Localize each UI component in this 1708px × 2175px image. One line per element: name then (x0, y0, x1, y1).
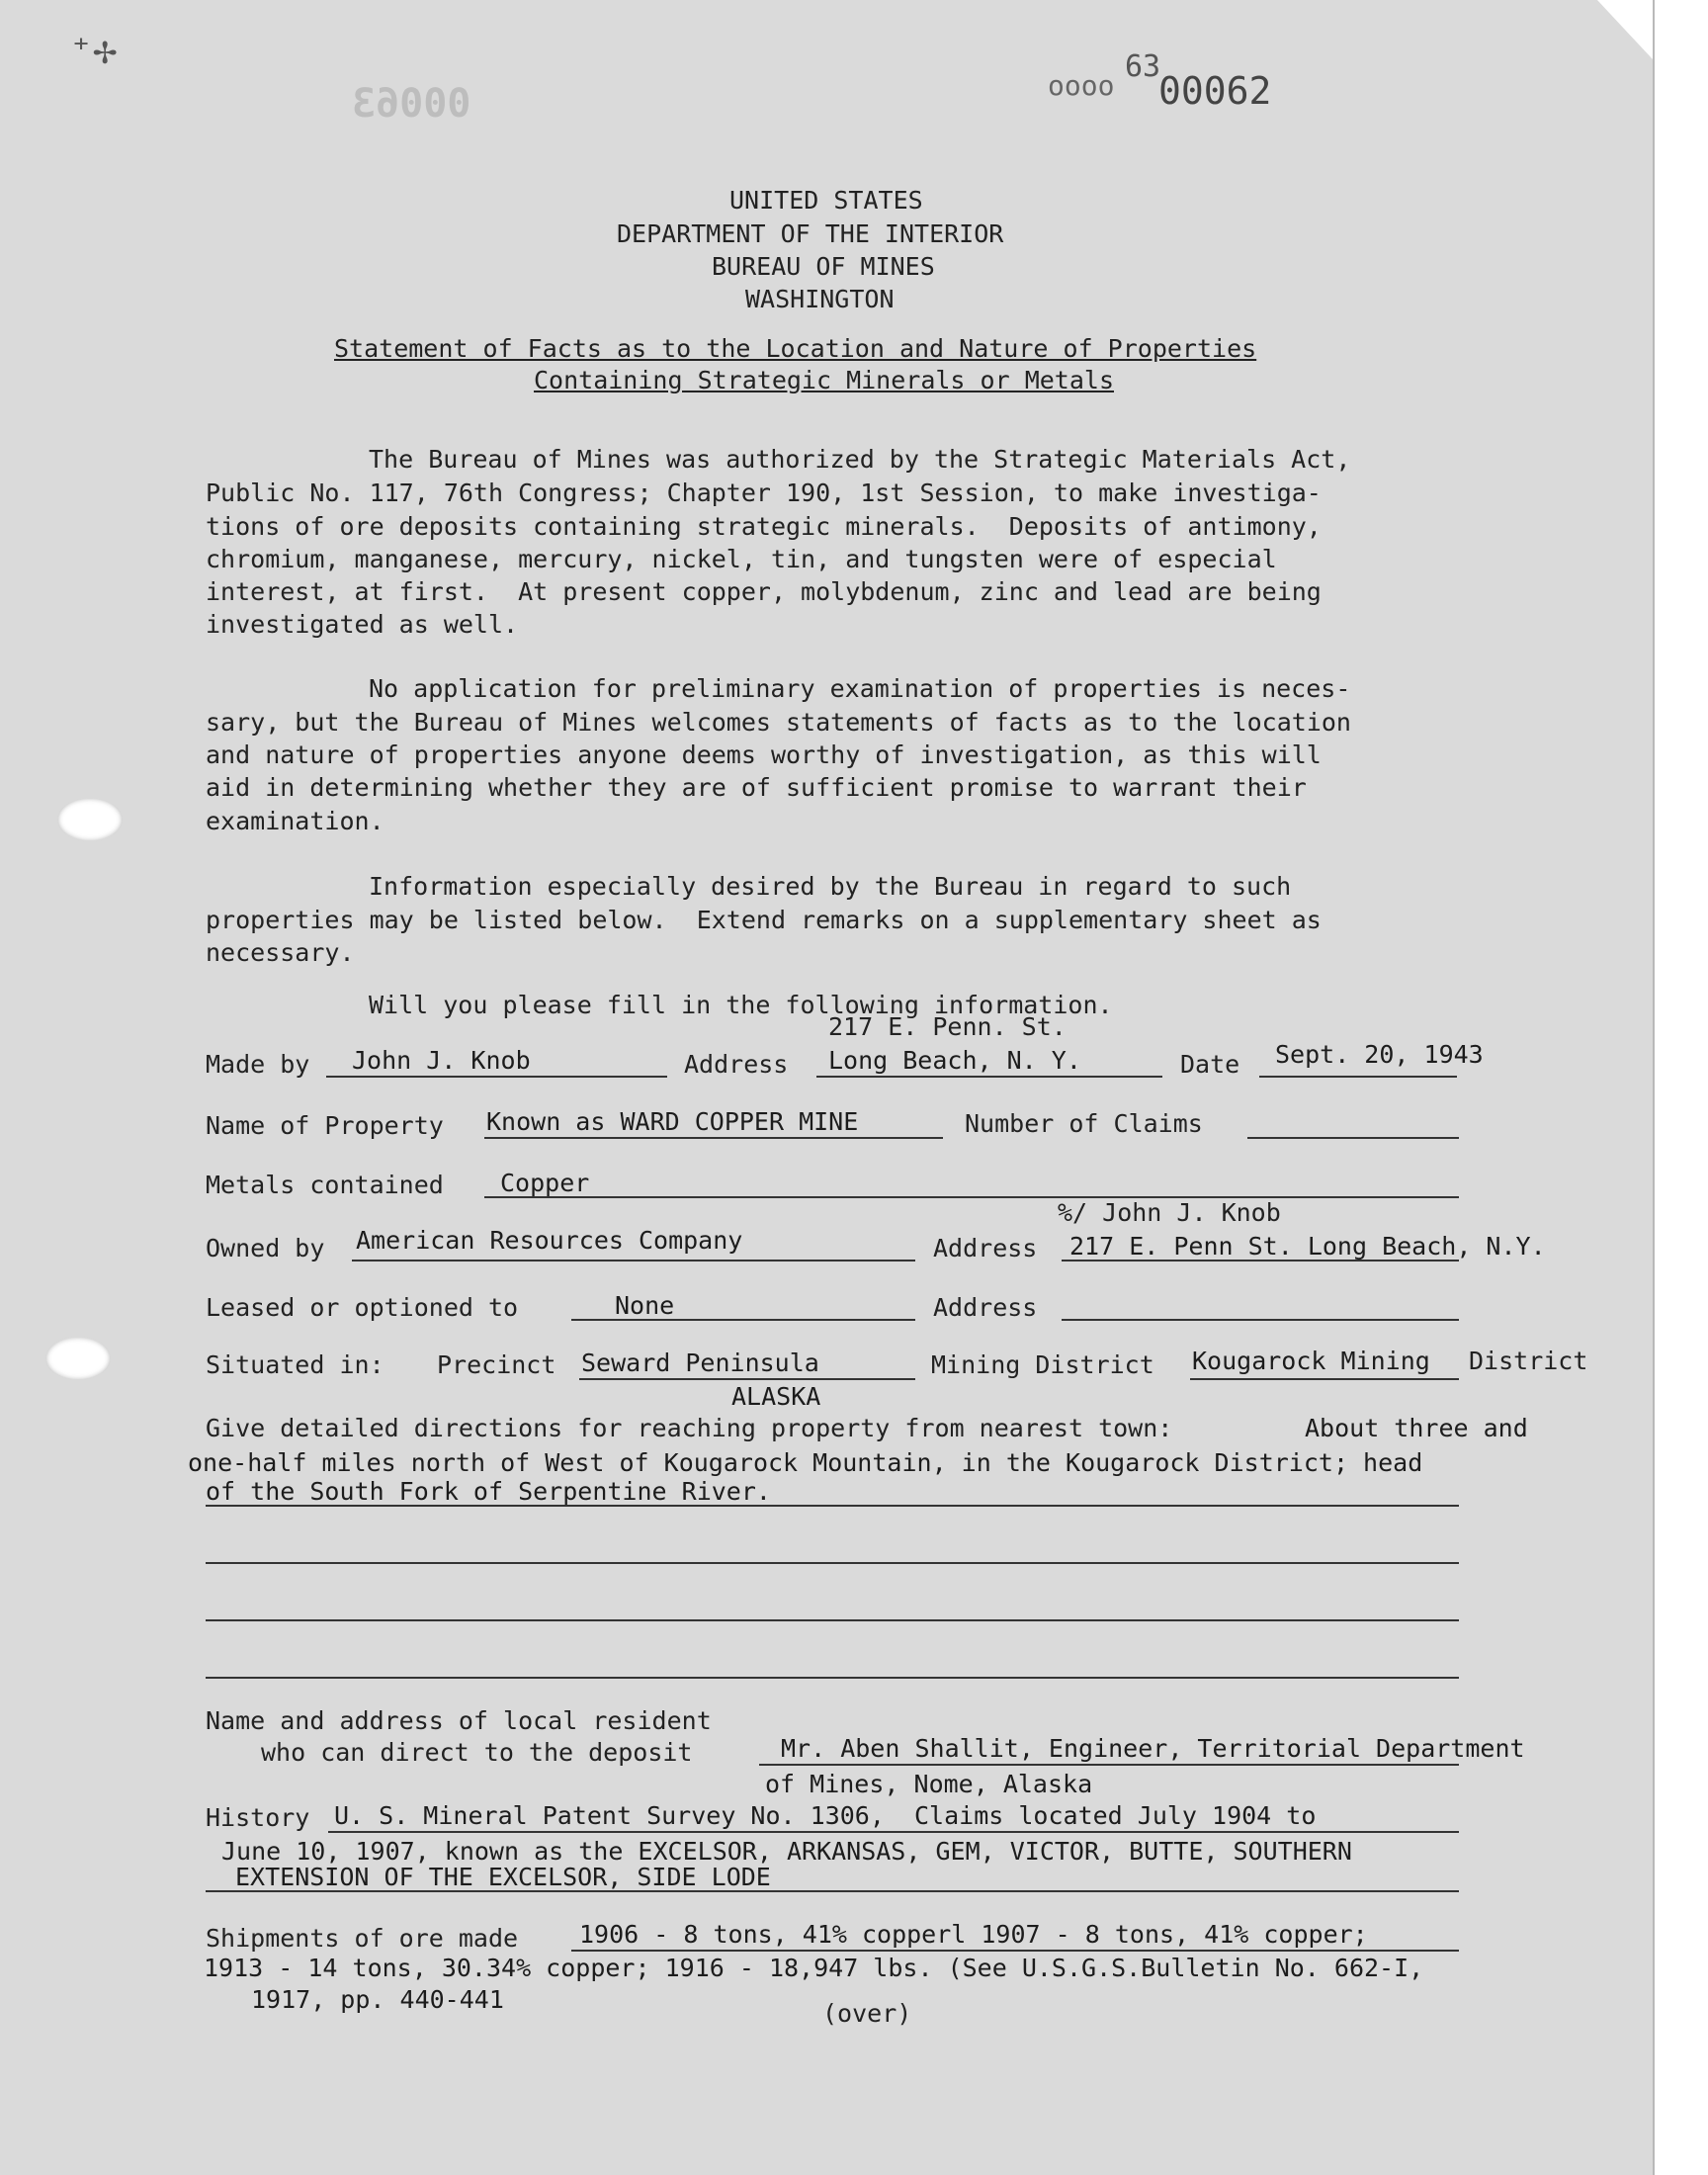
made-by-address-line1: 217 E. Penn. St. (828, 1012, 1067, 1041)
leased-value[interactable]: None (615, 1291, 675, 1320)
made-by-label: Made by (206, 1050, 310, 1079)
page-stamp-handwriting: 63 (1125, 49, 1161, 84)
history-line3[interactable]: EXTENSION OF THE EXCELSOR, SIDE LODE (235, 1863, 771, 1891)
resident-label-line2: who can direct to the deposit (261, 1738, 693, 1767)
page-stamp: 00062 (1158, 69, 1272, 113)
directions-line3[interactable]: of the South Fork of Serpentine River. (206, 1477, 771, 1506)
history-line1[interactable]: U. S. Mineral Patent Survey No. 1306, Claims located July 1904 to (334, 1801, 1317, 1830)
footer-over: (over) (822, 1999, 912, 2028)
para3-line3: necessary. (206, 938, 355, 967)
owned-value[interactable]: American Resources Company (356, 1226, 743, 1255)
folded-corner (1597, 0, 1653, 59)
header-line2: DEPARTMENT OF THE INTERIOR (617, 219, 1004, 248)
district-value[interactable]: Kougarock Mining (1192, 1347, 1430, 1375)
owned-label: Owned by (206, 1234, 325, 1262)
shipments-line2[interactable]: 1913 - 14 tons, 30.34% copper; 1916 - 18,947 lbs. (See U.S.G.S.Bulletin No. 662-I, (204, 1954, 1424, 1982)
directions-line2[interactable]: one-half miles north of West of Kougarock Mountain, in the Kougarock District; head (188, 1448, 1423, 1477)
para2-line3: and nature of properties anyone deems worthy of investigation, as this will (206, 740, 1322, 769)
precinct-note: ALASKA (731, 1382, 821, 1411)
history-line2[interactable]: June 10, 1907, known as the EXCELSOR, ARKANSAS, GEM, VICTOR, BUTTE, SOUTHERN (221, 1837, 1352, 1866)
title-line1: Statement of Facts as to the Location and Nature of Properties (334, 334, 1257, 363)
made-by-address-label: Address (684, 1050, 789, 1079)
leased-address-label: Address (933, 1293, 1038, 1322)
owner-address-label: Address (933, 1234, 1038, 1262)
directions-line1[interactable]: About three and (1305, 1414, 1528, 1442)
date-label: Date (1180, 1050, 1240, 1079)
claims-label: Number of Claims (965, 1109, 1203, 1138)
directions-label: Give detailed directions for reaching property from nearest town: (206, 1414, 1173, 1442)
title-line2: Containing Strategic Minerals or Metals (534, 366, 1114, 394)
situated-label: Situated in: (206, 1350, 384, 1379)
punch-hole-top (57, 798, 123, 841)
precinct-label: Precinct (437, 1350, 556, 1379)
district-suffix: District (1469, 1347, 1588, 1375)
para3-line1: Information especially desired by the Bureau in regard to such (369, 872, 1292, 901)
para3-line2: properties may be listed below. Extend remarks on a supplementary sheet as (206, 906, 1322, 934)
blank-line-3 (206, 1677, 1459, 1679)
para2-line4: aid in determining whether they are of sufficient promise to warrant their (206, 773, 1307, 802)
prompt-text: Will you please fill in the following information. (369, 991, 1113, 1019)
precinct-value[interactable]: Seward Peninsula (581, 1348, 819, 1377)
made-by-address-line2[interactable]: Long Beach, N. Y. (828, 1046, 1081, 1075)
made-by-value[interactable]: John J. Knob (352, 1046, 531, 1075)
shipments-label: Shipments of ore made (206, 1924, 519, 1953)
header-line3: BUREAU OF MINES (712, 252, 935, 281)
para2-line5: examination. (206, 807, 384, 835)
para1-line6: investigated as well. (206, 610, 519, 639)
resident-line2[interactable]: of Mines, Nome, Alaska (765, 1770, 1093, 1798)
blank-line-2 (206, 1619, 1459, 1621)
resident-line1[interactable]: Mr. Aben Shallit, Engineer, Territorial Department (781, 1734, 1525, 1763)
punch-hole-bottom (45, 1337, 111, 1380)
para2-line2: sary, but the Bureau of Mines welcomes statements of facts as to the location (206, 708, 1351, 737)
leased-label: Leased or optioned to (206, 1293, 519, 1322)
ghost-stamp: 00063 (352, 81, 471, 127)
property-value[interactable]: Known as WARD COPPER MINE (486, 1107, 859, 1136)
metals-value[interactable]: Copper (500, 1169, 590, 1197)
date-value[interactable]: Sept. 20, 1943 (1275, 1040, 1484, 1069)
owner-address-line2[interactable]: 217 E. Penn St. Long Beach, N.Y. (1069, 1232, 1546, 1261)
para1-line5: interest, at first. At present copper, molybdenum, zinc and lead are being (206, 577, 1322, 606)
para1-line4: chromium, manganese, mercury, nickel, tin, and tungsten were of especial (206, 545, 1277, 573)
shipments-line1[interactable]: 1906 - 8 tons, 41% copperl 1907 - 8 tons, 41% copper; (579, 1920, 1368, 1949)
shipments-line3[interactable]: 1917, pp. 440-441 (251, 1985, 504, 2014)
resident-label-line1: Name and address of local resident (206, 1706, 712, 1735)
history-label: History (206, 1803, 310, 1832)
para1-line3: tions of ore deposits containing strategic minerals. Deposits of antimony, (206, 512, 1322, 541)
district-label: Mining District (931, 1350, 1154, 1379)
header-line1: UNITED STATES (729, 186, 923, 215)
blank-line-1 (206, 1562, 1459, 1564)
para2-line1: No application for preliminary examination of properties is neces- (369, 674, 1351, 703)
property-label: Name of Property (206, 1111, 444, 1140)
para1-line1: The Bureau of Mines was authorized by the Strategic Materials Act, (369, 445, 1351, 474)
para1-line2: Public No. 117, 76th Congress; Chapter 190, 1st Session, to make investiga- (206, 478, 1322, 507)
metals-label: Metals contained (206, 1171, 444, 1199)
page-stamp-prefix: oooo (1048, 69, 1115, 102)
header-line4: WASHINGTON (745, 285, 895, 313)
owner-address-line1: %/ John J. Knob (1058, 1198, 1281, 1227)
corner-pen-mark: ⁺✢ (69, 28, 118, 73)
